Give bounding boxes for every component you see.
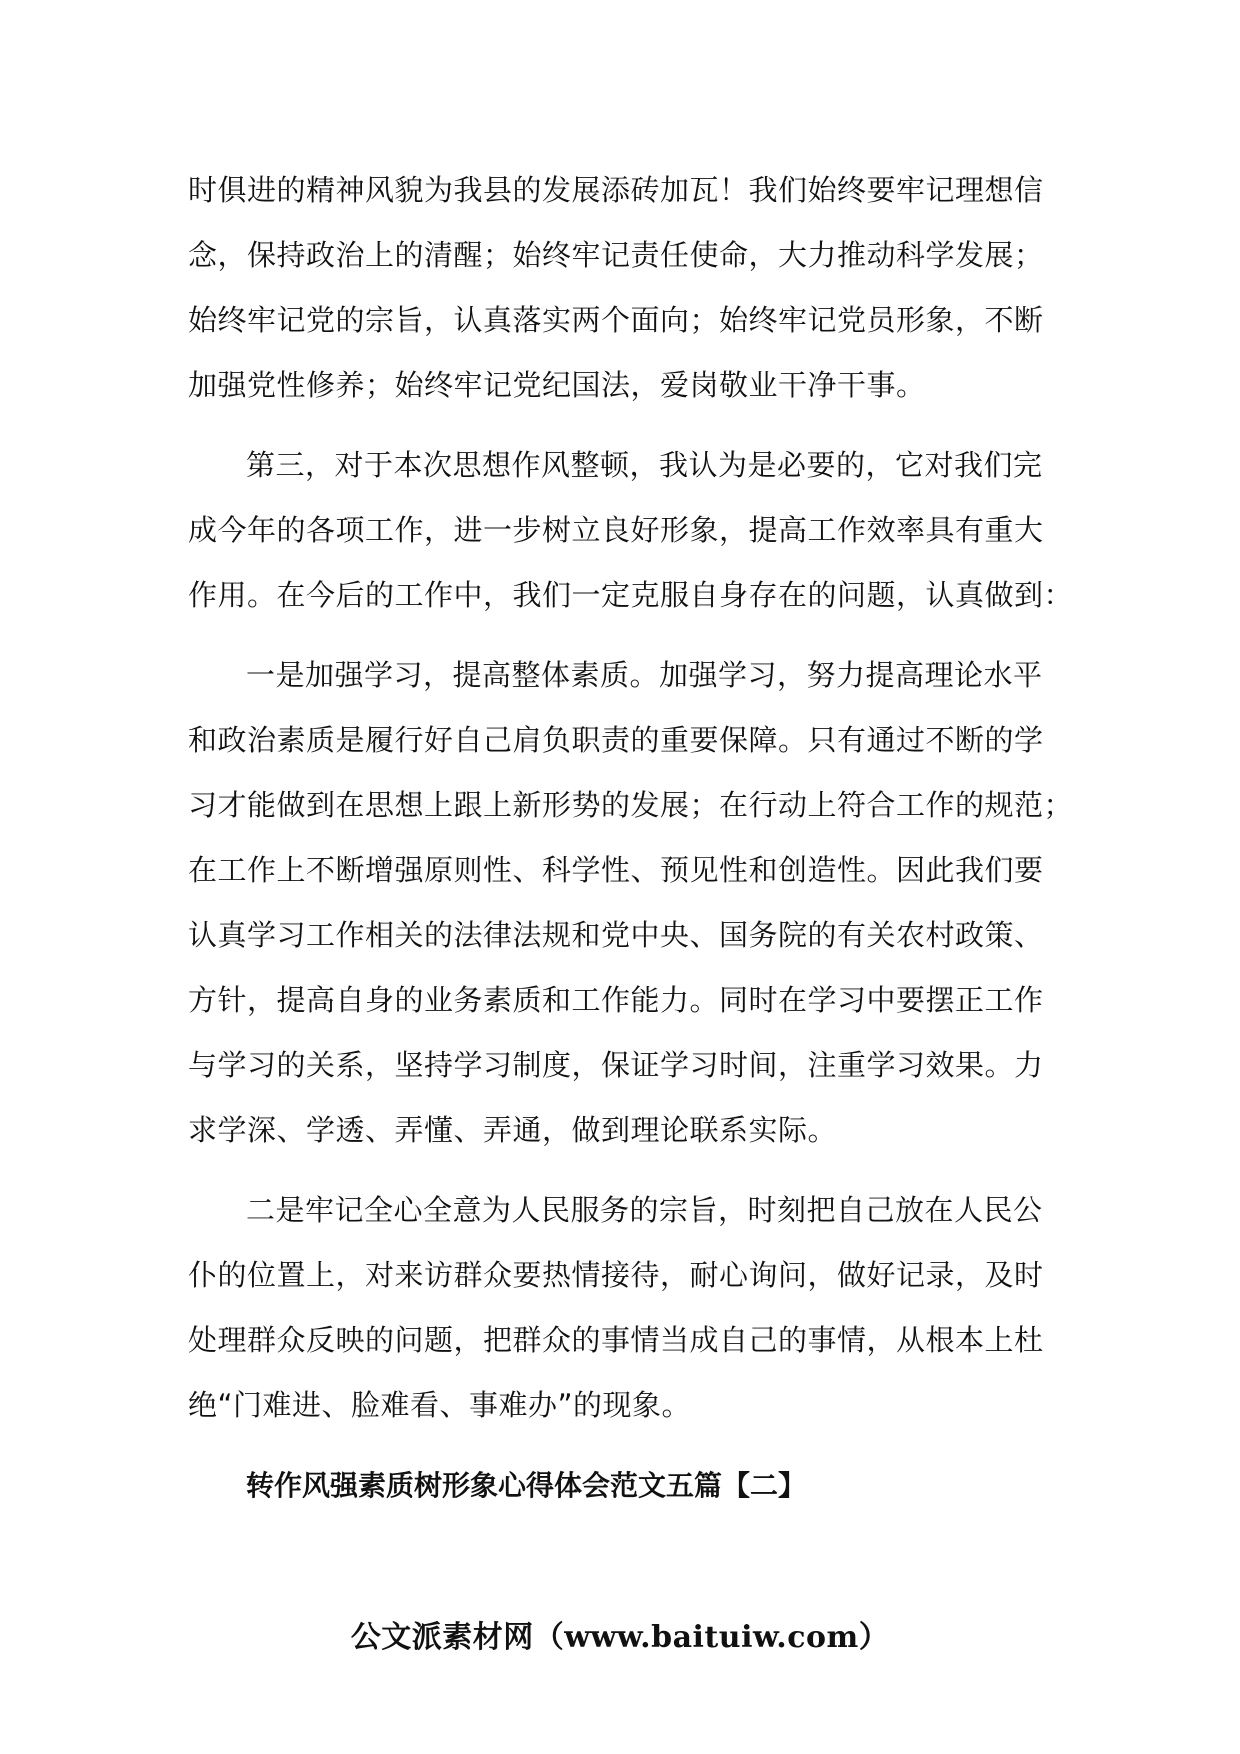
- text-line: 始终牢记党的宗旨，认真落实两个面向；始终牢记党员形象，不断: [188, 303, 1044, 337]
- paragraph-strengthen-study: [188, 643, 1078, 1163]
- section-heading: 转作风强素质树形象心得体会范文五篇【二】: [246, 1469, 807, 1502]
- text-line: 方针，提高自身的业务素质和工作能力。同时在学习中要摆正工作: [188, 983, 1044, 1017]
- text-line: 时俱进的精神风貌为我县的发展添砖加瓦！我们始终要牢记理想信: [188, 173, 1044, 207]
- paragraph-third-point: [188, 433, 1078, 628]
- text-line: 在工作上不断增强原则性、科学性、预见性和创造性。因此我们要: [188, 853, 1044, 887]
- text-line: 和政治素质是履行好自己肩负职责的重要保障。只有通过不断的学: [188, 723, 1044, 757]
- footer-site-credit: 公文派素材网（www.baituiw.com）: [350, 1620, 890, 1655]
- text-line: 加强党性修养；始终牢记党纪国法，爱岗敬业干净干事。: [188, 368, 926, 402]
- paragraph-continuation: [188, 158, 1078, 418]
- text-line: 第三，对于本次思想作风整顿，我认为是必要的，它对我们完: [246, 448, 1043, 482]
- text-line: 认真学习工作相关的法律法规和党中央、国务院的有关农村政策、: [188, 918, 1044, 952]
- text-line: 念，保持政治上的清醒；始终牢记责任使命，大力推动科学发展；: [188, 238, 1044, 272]
- text-line: 绝“门难进、脸难看、事难办”的现象。: [188, 1388, 692, 1422]
- text-line: 与学习的关系，坚持学习制度，保证学习时间，注重学习效果。力: [188, 1048, 1044, 1082]
- text-line: 作用。在今后的工作中，我们一定克服自身存在的问题，认真做到：: [188, 578, 1074, 612]
- text-line: 二是牢记全心全意为人民服务的宗旨，时刻把自己放在人民公: [246, 1193, 1043, 1227]
- paragraph-serve-people: [188, 1178, 1078, 1438]
- text-line: 仆的位置上，对来访群众要热情接待，耐心询问，做好记录，及时: [188, 1258, 1044, 1292]
- text-line: 成今年的各项工作，进一步树立良好形象，提高工作效率具有重大: [188, 513, 1044, 547]
- text-line: 习才能做到在思想上跟上新形势的发展；在行动上符合工作的规范；: [188, 788, 1074, 822]
- document-body: [188, 158, 1078, 1518]
- text-line: 一是加强学习，提高整体素质。加强学习，努力提高理论水平: [246, 658, 1043, 692]
- text-line: 求学深、学透、弄懂、弄通，做到理论联系实际。: [188, 1113, 838, 1147]
- text-line: 处理群众反映的问题，把群众的事情当成自己的事情，从根本上杜: [188, 1323, 1044, 1357]
